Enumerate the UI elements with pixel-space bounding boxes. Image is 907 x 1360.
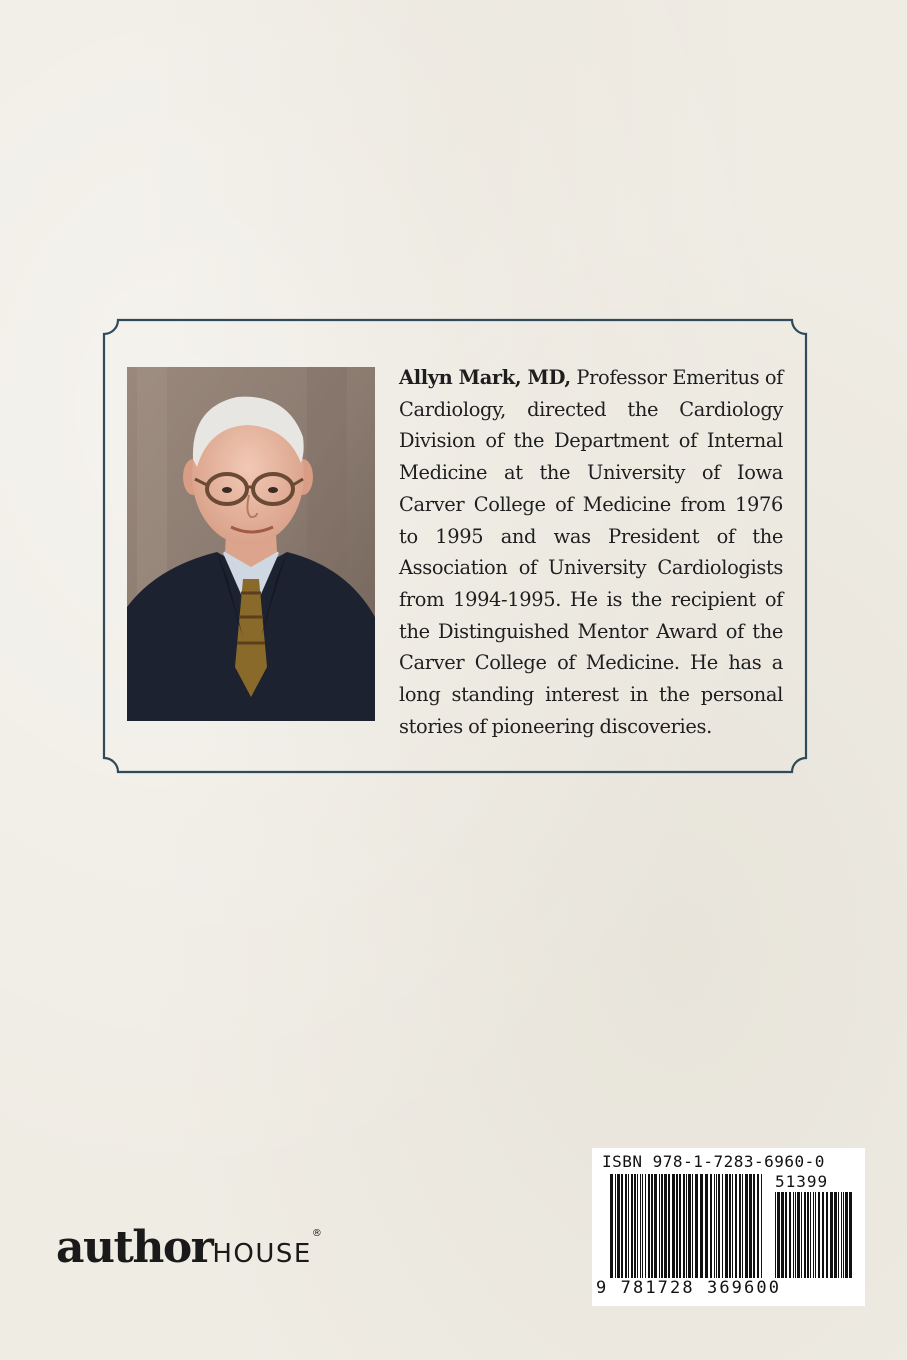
publisher-logo [56,1222,322,1282]
bio-text: Professor Emeritus of Cardiology, directed the Cardiology Division of the Department of Internal Medicine at the University of Iowa Carver College of Medicine from 1976 to 1995 and was President of the Association of University Cardiologists from 1994-1995. He is the recipient of the Distinguished Mentor Award of the Carver College of Medicine. He has a long standing interest in the personal stories of pioneering discoveries. [399,366,783,738]
barcode-bars [610,1174,766,1278]
addon-barcode-bars [775,1192,853,1278]
barcode-digits: 9 781728 369600 [596,1278,782,1298]
author-bio [399,362,783,742]
isbn-label: ISBN 978-1-7283-6960-0 [602,1152,825,1171]
price-code: 51399 [775,1172,829,1191]
registered-mark: ® [311,1228,322,1239]
author-name: Allyn Mark, MD, [399,366,571,389]
logo-house: HOUSE [212,1239,312,1269]
isbn-barcode [592,1148,865,1306]
author-photo [127,367,375,721]
logo-author: author [56,1222,213,1273]
